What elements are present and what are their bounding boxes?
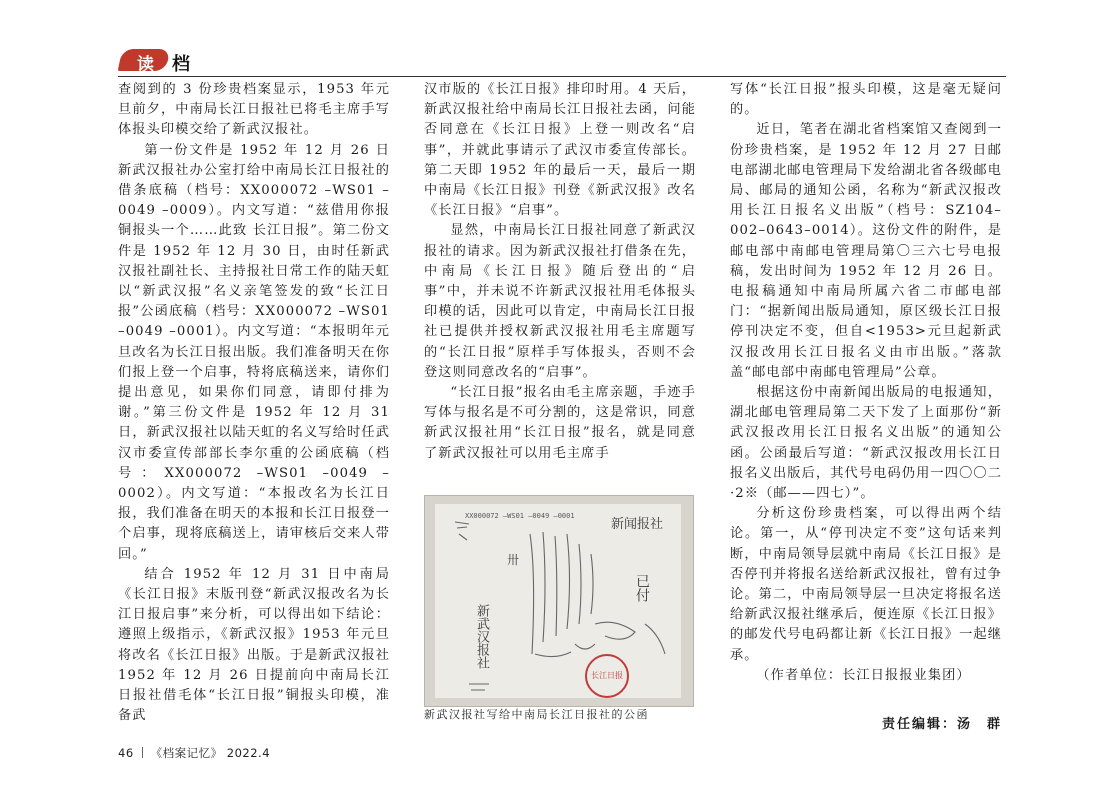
- text-column-3: [730, 80, 1002, 730]
- paragraph: “长江日报”报名由毛主席亲题，手迹手写体与报名是不可分割的，这是常识，同意新武汉报社用“长江日报”报名，就是同意了新武汉报社可以用毛主席手: [424, 385, 696, 461]
- handwritten-title: 新闻报社: [611, 517, 664, 532]
- paragraph: 分析这份珍贵档案，可以得出两个结论。第一，从“停刊决定不变”这句话来判断，中南局领导层就中南局《长江日报》是否停刊并将报名送给新武汉报社，曾有过争论。第二，中南局领导层一旦决定将报名送给新武汉报社继承后，便连原《长江日报》的邮发代号电码都让新《长江日报》一起继承。: [730, 506, 1002, 663]
- handwritten-signature: 新武汉报社: [474, 604, 489, 669]
- archive-document: [435, 504, 681, 698]
- paragraph: 近日，笔者在湖北省档案馆又查阅到一份珍贵档案，是 1952 年 12 月 27 日邮电部湖北邮电管理局下发给湖北省各级邮电局、邮局的通知公函，名称为“新武汉报改用长江日报名义出版”（档号：SZ104–002–0643–0014）。这份文件的附件，是邮电部中南邮电管理局第〇三六七号电报稿，发出时间为 1952 年 12 月 26 日。电报稿通知中南局所属六省二市邮电部门：“据新闻出版局通知，原区级长江日报停刊决定不变，但自<1953>元旦起新武汉报改用长江日报名义由市出版。”落款盖“邮电部中南邮电管理局”公章。: [730, 122, 1002, 380]
- header-divider: [118, 76, 1006, 77]
- author-affiliation: （作者单位：长江日报报业集团）: [756, 667, 971, 683]
- journal-issue: 《档案记忆》 2022.4: [150, 746, 271, 760]
- archive-code: XX000072 –WS01 –0049 –0001: [465, 512, 575, 520]
- handwritten-note: 卅: [507, 553, 520, 567]
- paragraph: 汉市版的《长江日报》排印时用。4 天后，新武汉报社给中南局长江日报社去函，问能否同意在《长江日报》上登一则改名“启事”，并就此事请示了武汉市委宣传部长。第二天即 1952 年的最后一天，最后一期中南局《长江日报》刊登《新武汉报》改名《长江日报》“启事”。: [424, 82, 696, 219]
- handwritten-mark: 已付: [634, 574, 650, 602]
- paragraph: 结合 1952 年 12 月 31 日中南局《长江日报》末版刊登“新武汉报改名为长江日报启事”来分析，可以得出如下结论：遵照上级指示，《新武汉报》1953 年元旦将改名《长江日报》出版。于是新武汉报社 1952 年 12 月 26 日提前向中南局长江日报社借毛体“长江日报”铜报头印模，准备武: [118, 566, 390, 724]
- red-seal-stamp: 长江日报: [585, 654, 629, 698]
- paragraph: 第一份文件是 1952 年 12 月 26 日新武汉报社办公室打给中南局长江日报社的借条底稿（档号：XX000072 –WS01 –0049 –0009）。内文写道：“兹借用你报铜报头一个……此致 长江日报”。第二份文件是 1952 年 12 月 30 日，由时任新武汉报社副社长、主持报社日常工作的陆天虹以“新武汉报”名义亲笔签发的致“长江日报”公函底稿（档号：XX000072 –WS01 –0049 –0001）。内文写道：“本报明年元旦改名为长江日报出版。我们准备明天在你们报上登一个启事，特将底稿送来，请你们提出意见，如果你们同意，请即付排为谢。”第三份文件是 1952 年 12 月 31 日，新武汉报社以陆天虹的名义写给时任武汉市委宣传部部长李尔重的公函底稿（档号：XX000072 –WS01 –0049 –0002）。内文写道：“本报改名为长江日报，我们准备在明天的本报和长江日报登一个启事，现将底稿送上，请审核后交来人带回。”: [118, 142, 390, 562]
- page-header: [118, 44, 1006, 78]
- text-column-2: [424, 80, 696, 730]
- paragraph: 显然，中南局长江日报社同意了新武汉报社的请求。因为新武汉报社打借条在先，中南局《长江日报》随后登出的“启事”中，并未说不许新武汉报社用毛体报头印模的话，因此可以肯定，中南局长江日报社已提供并授权新武汉报社用毛主席题写的“长江日报”原样手写体报头，否则不会登这则同意改名的“启事”。: [424, 223, 696, 380]
- section-title: 档: [172, 54, 190, 75]
- column-2-text: [424, 80, 696, 490]
- archive-photo: [424, 495, 694, 707]
- page-number: 46: [118, 746, 134, 760]
- handwriting-strokes: [435, 504, 681, 698]
- paragraph: 查阅到的 3 份珍贵档案显示，1953 年元旦前夕，中南局长江日报社已将毛主席手写体报头印模交给了新武汉报社。: [118, 82, 390, 138]
- footer-divider: [142, 747, 143, 758]
- section-badge-label: 读: [136, 55, 154, 75]
- section-badge: [118, 49, 171, 75]
- responsible-editor: 责任编辑：汤 群: [881, 717, 1002, 732]
- page-footer: [118, 745, 270, 761]
- paragraph: 写体“长江日报”报头印模，这是毫无疑问的。: [730, 82, 1002, 118]
- paragraph: 根据这份中南新闻出版局的电报通知，湖北邮电管理局第二天下发了上面那份“新武汉报改用长江日报名义出版”的通知公函。公函最后写道：“新武汉报改用长江日报名义出版后，其代号电码仍用一四〇〇二·2※（邮——四七）”。: [730, 385, 1002, 502]
- text-column-1: [118, 80, 390, 730]
- photo-caption: 新武汉报社写给中南局长江日报社的公函: [424, 708, 649, 721]
